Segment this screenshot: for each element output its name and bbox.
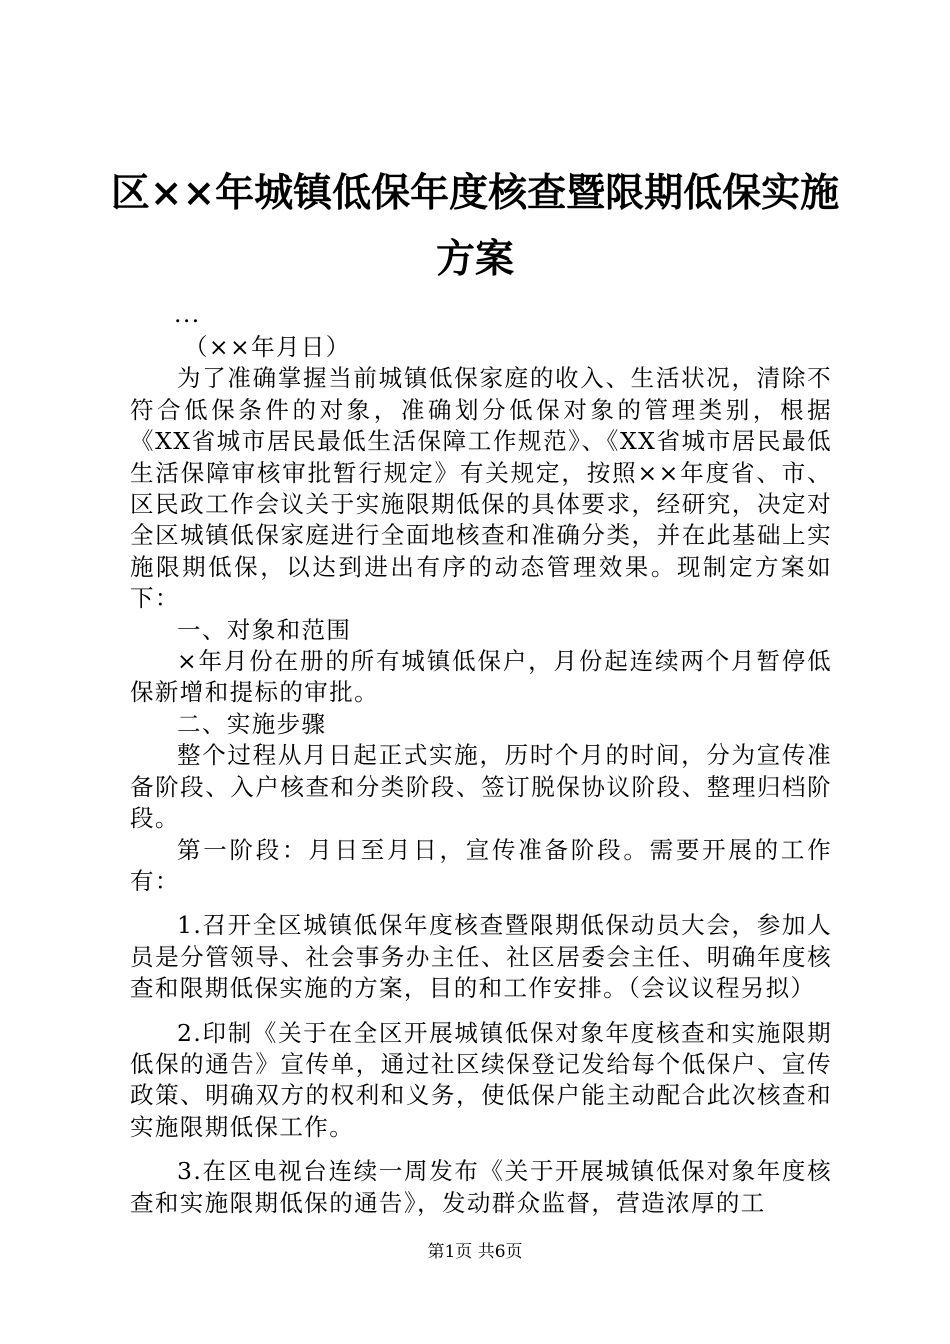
step-item-1: 1.召开全区城镇低保年度核查暨限期低保动员大会，参加人员是分管领导、社会事务办主任、社区居委会主任、明确年度核查和限期低保实施的方案，目的和工作安排。（会议议程另拟） xyxy=(130,911,832,1003)
date-line: （××年月日） xyxy=(184,333,351,361)
step-item-3: 3.在区电视台连续一周发布《关于开展城镇低保对象年度核查和实施限期低保的通告》，发动群众监督，营造浓厚的工 xyxy=(130,1157,832,1217)
document-title: 区××年城镇低保年度核查暨限期低保实施方案 xyxy=(110,170,840,282)
page-footer: 第1页 共6页 xyxy=(427,1242,523,1262)
section-heading-scope: 一、对象和范围 xyxy=(177,615,352,644)
stage1-paragraph: 第一阶段：月日至月日，宣传准备阶段。需要开展的工作有： xyxy=(130,835,832,895)
ellipsis-line: ... xyxy=(174,300,201,328)
document-body xyxy=(130,296,832,1219)
step-item-2: 2.印制《关于在全区开展城镇低保对象年度核查和实施限期低保的通告》宣传单，通过社区续保登记发给每个低保户、宣传政策、明确双方的权利和义务，使低保户能主动配合此次核查和实施限期低保工作。 xyxy=(130,1018,832,1141)
section-heading-steps: 二、实施步骤 xyxy=(177,709,327,738)
process-paragraph: 整个过程从月日起正式实施，历时个月的时间，分为宣传准备阶段、入户核查和分类阶段、签订脱保协议阶段、整理归档阶段。 xyxy=(130,741,832,833)
intro-paragraph: 为了准确掌握当前城镇低保家庭的收入、生活状况，清除不符合低保条件的对象，准确划分低保对象的管理类别，根据《XX省城市居民最低生活保障工作规范》、《XX省城市居民最低生活保障审核审批暂行规定》有关规定，按照××年度省、市、区民政工作会议关于实施限期低保的具体要求，经研究，决定对全区城镇低保家庭进行全面地核查和准确分类，并在此基础上实施限期低保，以达到进出有序的动态管理效果。现制定方案如下： xyxy=(130,364,832,613)
scope-paragraph: ×年月份在册的所有城镇低保户，月份起连续两个月暂停低保新增和提标的审批。 xyxy=(130,647,832,707)
